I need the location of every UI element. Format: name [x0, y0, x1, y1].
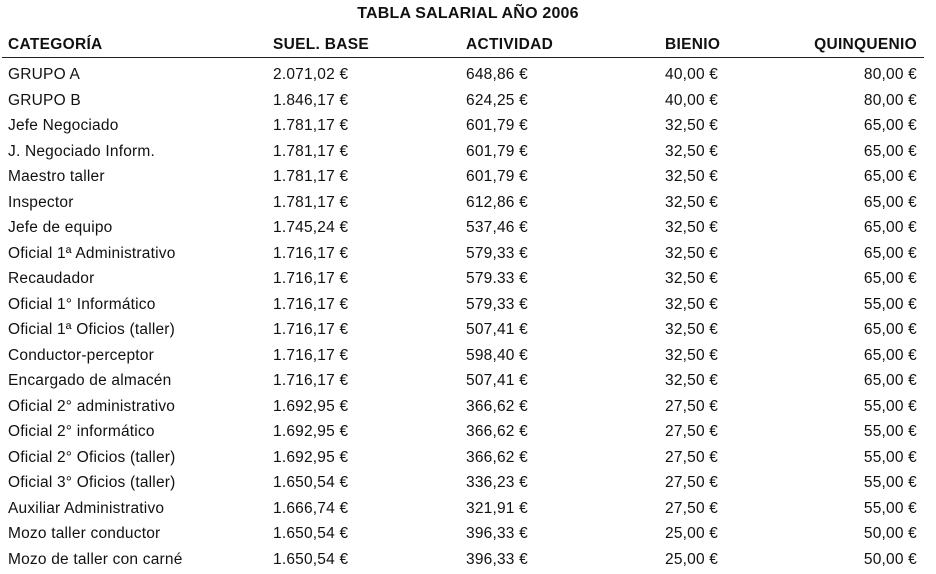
table-row: [0, 141, 936, 167]
cell-quinquenio: 80,00 €: [864, 92, 917, 110]
cell-sueldo-base: 1.716,17 €: [273, 270, 348, 288]
header-bienio: BIENIO: [665, 36, 720, 54]
cell-quinquenio: 55,00 €: [864, 449, 917, 467]
cell-quinquenio: 65,00 €: [864, 219, 917, 237]
cell-sueldo-base: 1.781,17 €: [273, 194, 348, 212]
table-row: [0, 498, 936, 524]
cell-bienio: 32,50 €: [665, 143, 718, 161]
cell-bienio: 32,50 €: [665, 321, 718, 339]
cell-categoria: Mozo taller conductor: [8, 525, 160, 543]
cell-quinquenio: 55,00 €: [864, 423, 917, 441]
cell-quinquenio: 65,00 €: [864, 117, 917, 135]
cell-bienio: 32,50 €: [665, 219, 718, 237]
cell-quinquenio: 80,00 €: [864, 66, 917, 84]
cell-bienio: 32,50 €: [665, 168, 718, 186]
table-row: [0, 370, 936, 396]
cell-sueldo-base: 1.781,17 €: [273, 143, 348, 161]
cell-bienio: 25,00 €: [665, 525, 718, 543]
cell-actividad: 507,41 €: [466, 372, 528, 390]
cell-actividad: 601,79 €: [466, 168, 528, 186]
cell-bienio: 32,50 €: [665, 270, 718, 288]
cell-actividad: 366,62 €: [466, 398, 528, 416]
cell-bienio: 27,50 €: [665, 500, 718, 518]
cell-quinquenio: 65,00 €: [864, 245, 917, 263]
cell-quinquenio: 65,00 €: [864, 372, 917, 390]
table-body: [0, 64, 936, 574]
cell-categoria: Recaudador: [8, 270, 94, 288]
table-row: [0, 115, 936, 141]
table-row: [0, 523, 936, 549]
cell-sueldo-base: 1.716,17 €: [273, 321, 348, 339]
cell-quinquenio: 65,00 €: [864, 270, 917, 288]
cell-quinquenio: 55,00 €: [864, 296, 917, 314]
cell-categoria: Maestro taller: [8, 168, 105, 186]
cell-categoria: Auxiliar Administrativo: [8, 500, 164, 518]
cell-quinquenio: 65,00 €: [864, 347, 917, 365]
cell-bienio: 32,50 €: [665, 296, 718, 314]
cell-actividad: 624,25 €: [466, 92, 528, 110]
cell-actividad: 321,91 €: [466, 500, 528, 518]
cell-categoria: Oficial 1ª Administrativo: [8, 245, 176, 263]
cell-actividad: 507,41 €: [466, 321, 528, 339]
cell-categoria: Jefe Negociado: [8, 117, 119, 135]
table-row: [0, 192, 936, 218]
cell-bienio: 27,50 €: [665, 423, 718, 441]
cell-categoria: Conductor-perceptor: [8, 347, 154, 365]
table-row: [0, 421, 936, 447]
cell-actividad: 579.33 €: [466, 270, 528, 288]
cell-bienio: 32,50 €: [665, 117, 718, 135]
cell-actividad: 366,62 €: [466, 423, 528, 441]
cell-quinquenio: 65,00 €: [864, 194, 917, 212]
cell-categoria: Jefe de equipo: [8, 219, 113, 237]
header-categoria: CATEGORÍA: [8, 36, 103, 54]
cell-categoria: Encargado de almacén: [8, 372, 171, 390]
cell-bienio: 32,50 €: [665, 372, 718, 390]
cell-bienio: 40,00 €: [665, 66, 718, 84]
cell-quinquenio: 65,00 €: [864, 143, 917, 161]
cell-sueldo-base: 1.650,54 €: [273, 551, 348, 569]
cell-actividad: 579,33 €: [466, 296, 528, 314]
table-row: [0, 90, 936, 116]
cell-sueldo-base: 1.692,95 €: [273, 449, 348, 467]
cell-sueldo-base: 1.692,95 €: [273, 423, 348, 441]
cell-sueldo-base: 1.846,17 €: [273, 92, 348, 110]
cell-bienio: 32,50 €: [665, 347, 718, 365]
table-row: [0, 396, 936, 422]
cell-bienio: 27,50 €: [665, 398, 718, 416]
cell-quinquenio: 50,00 €: [864, 551, 917, 569]
table-header: [0, 36, 936, 56]
cell-categoria: J. Negociado Inform.: [8, 143, 155, 161]
cell-bienio: 27,50 €: [665, 449, 718, 467]
cell-actividad: 601,79 €: [466, 117, 528, 135]
header-actividad: ACTIVIDAD: [466, 36, 553, 54]
cell-actividad: 598,40 €: [466, 347, 528, 365]
cell-sueldo-base: 2.071,02 €: [273, 66, 348, 84]
cell-sueldo-base: 1.745,24 €: [273, 219, 348, 237]
cell-categoria: Oficial 2° Oficios (taller): [8, 449, 176, 467]
cell-quinquenio: 65,00 €: [864, 168, 917, 186]
cell-categoria: Oficial 2° administrativo: [8, 398, 175, 416]
cell-sueldo-base: 1.716,17 €: [273, 372, 348, 390]
table-row: [0, 319, 936, 345]
cell-actividad: 366,62 €: [466, 449, 528, 467]
cell-actividad: 601,79 €: [466, 143, 528, 161]
cell-categoria: Mozo de taller con carné: [8, 551, 183, 569]
table-row: [0, 243, 936, 269]
cell-bienio: 25,00 €: [665, 551, 718, 569]
cell-actividad: 396,33 €: [466, 525, 528, 543]
cell-sueldo-base: 1.692,95 €: [273, 398, 348, 416]
cell-quinquenio: 55,00 €: [864, 474, 917, 492]
cell-bienio: 32,50 €: [665, 245, 718, 263]
cell-categoria: Oficial 2° informático: [8, 423, 155, 441]
cell-bienio: 27,50 €: [665, 474, 718, 492]
cell-actividad: 396,33 €: [466, 551, 528, 569]
cell-sueldo-base: 1.781,17 €: [273, 168, 348, 186]
cell-categoria: GRUPO A: [8, 66, 80, 84]
cell-quinquenio: 50,00 €: [864, 525, 917, 543]
cell-categoria: GRUPO B: [8, 92, 81, 110]
table-row: [0, 294, 936, 320]
header-quinquenio: QUINQUENIO: [814, 36, 917, 54]
table-row: [0, 549, 936, 574]
cell-categoria: Inspector: [8, 194, 74, 212]
cell-sueldo-base: 1.716,17 €: [273, 296, 348, 314]
table-row: [0, 166, 936, 192]
cell-categoria: Oficial 1ª Oficios (taller): [8, 321, 175, 339]
cell-bienio: 32,50 €: [665, 194, 718, 212]
cell-categoria: Oficial 3° Oficios (taller): [8, 474, 176, 492]
table-row: [0, 447, 936, 473]
table-row: [0, 217, 936, 243]
table-row: [0, 64, 936, 90]
cell-quinquenio: 65,00 €: [864, 321, 917, 339]
cell-actividad: 537,46 €: [466, 219, 528, 237]
table-row: [0, 268, 936, 294]
cell-actividad: 336,23 €: [466, 474, 528, 492]
table-title: TABLA SALARIAL AÑO 2006: [0, 5, 936, 23]
cell-sueldo-base: 1.781,17 €: [273, 117, 348, 135]
header-divider: [2, 57, 924, 58]
cell-actividad: 612,86 €: [466, 194, 528, 212]
cell-actividad: 579,33 €: [466, 245, 528, 263]
cell-sueldo-base: 1.650,54 €: [273, 474, 348, 492]
cell-categoria: Oficial 1° Informático: [8, 296, 156, 314]
cell-sueldo-base: 1.666,74 €: [273, 500, 348, 518]
cell-actividad: 648,86 €: [466, 66, 528, 84]
table-row: [0, 472, 936, 498]
cell-sueldo-base: 1.650,54 €: [273, 525, 348, 543]
header-sueldo-base: SUEL. BASE: [273, 36, 369, 54]
cell-sueldo-base: 1.716,17 €: [273, 245, 348, 263]
cell-sueldo-base: 1.716,17 €: [273, 347, 348, 365]
cell-quinquenio: 55,00 €: [864, 500, 917, 518]
cell-bienio: 40,00 €: [665, 92, 718, 110]
table-row: [0, 345, 936, 371]
cell-quinquenio: 55,00 €: [864, 398, 917, 416]
